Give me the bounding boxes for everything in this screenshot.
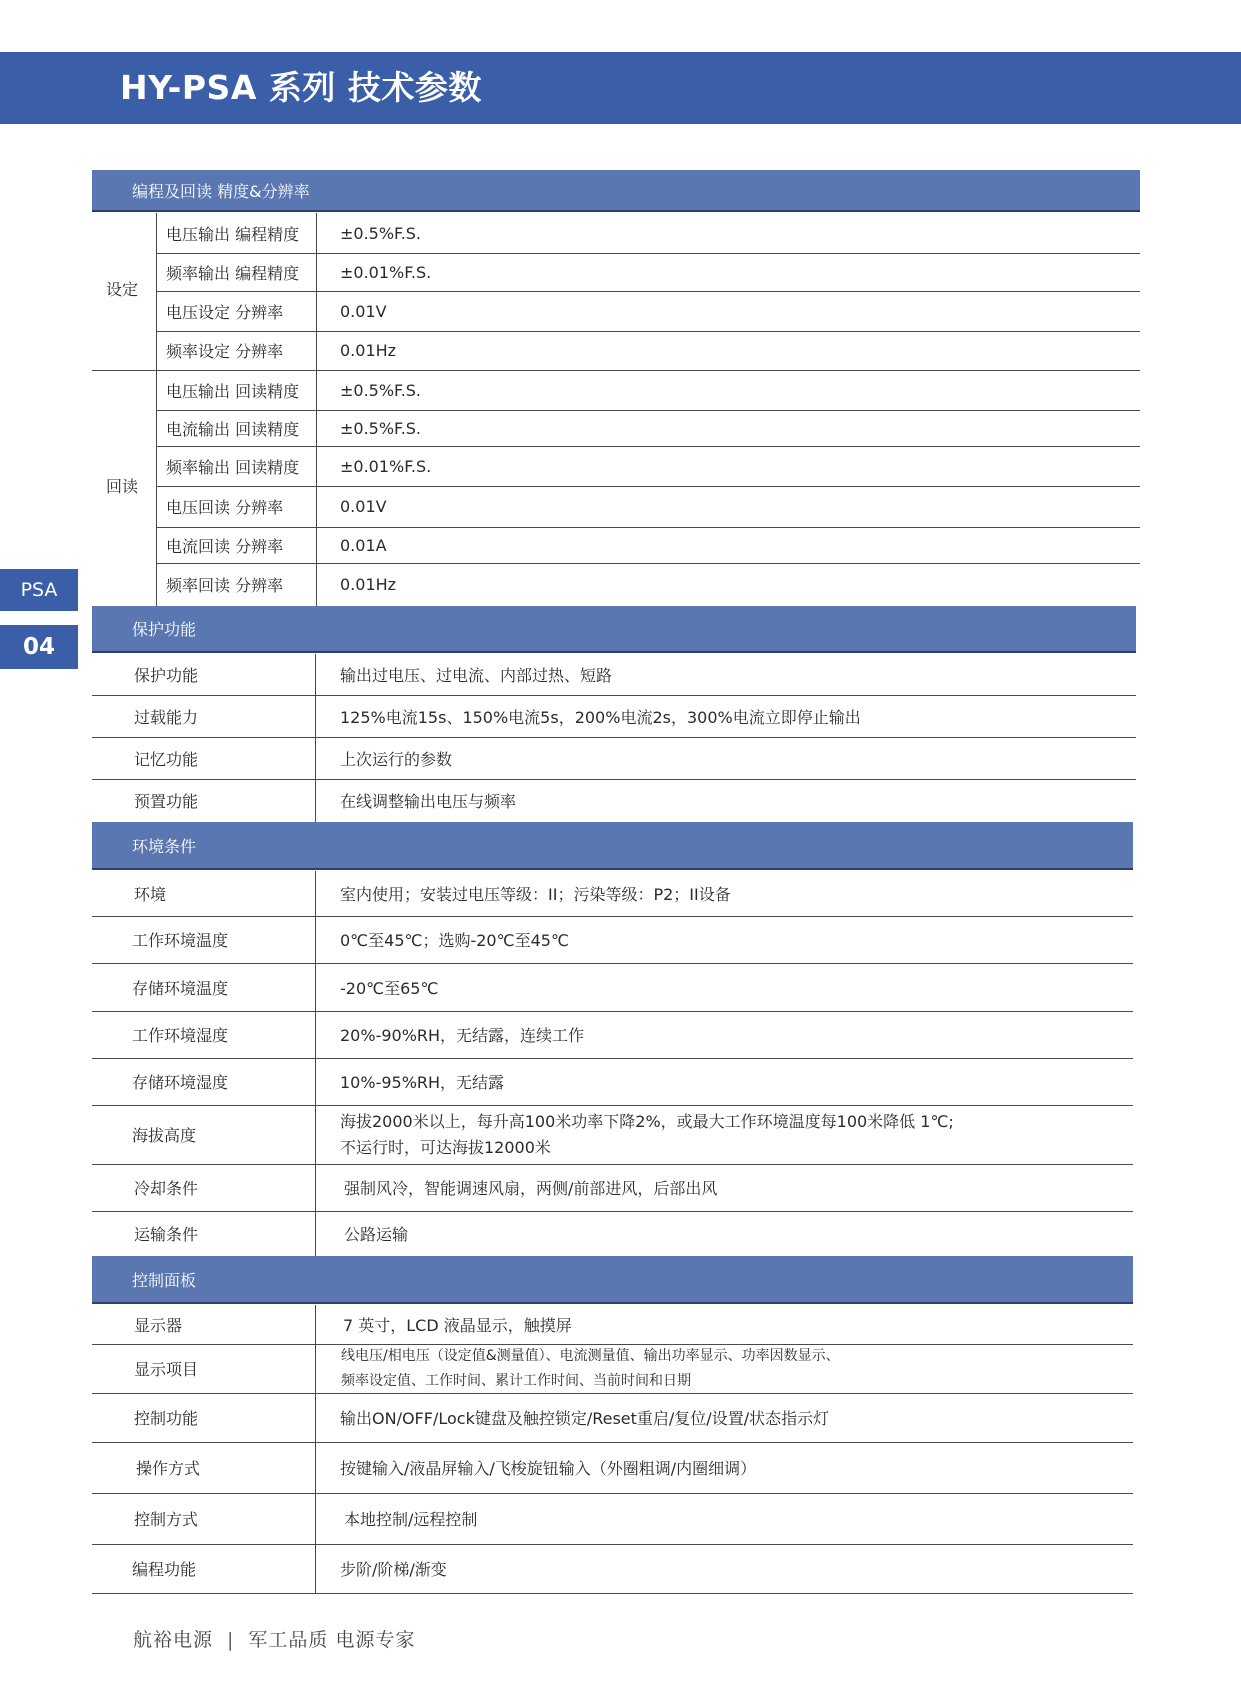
spec-label: 电压设定 分辨率 [166,302,284,322]
spec-label: 电流回读 分辨率 [166,536,284,556]
spec-value: 0.01Hz [340,575,397,594]
spec-label: 频率回读 分辨率 [166,576,284,595]
spec-value-line: 线电压/相电压（设定值&测量值）、电流测量值、输出功率显示、功率因数显示、 [341,1347,840,1364]
spec-value: 本地控制/远程控制 [344,1510,478,1529]
row-divider [92,1493,1133,1494]
row-divider [156,291,1140,292]
row-divider [156,253,1140,254]
spec-label: 存储环境温度 [132,978,229,998]
footer-brand: 航裕电源 [133,1629,214,1651]
spec-label: 频率输出 回读精度 [166,457,300,477]
spec-value: 上次运行的参数 [340,749,453,769]
row-divider [92,737,1136,738]
spec-value: 7 英寸，LCD 液晶显示，触摸屏 [343,1316,572,1335]
spec-value: 0.01V [340,301,387,321]
spec-label: 显示器 [134,1316,183,1335]
spec-label: 工作环境湿度 [132,1026,229,1045]
group-label-readback: 回读 [106,477,139,496]
footer-separator: | [227,1629,235,1651]
spec-label: 存储环境湿度 [132,1073,229,1092]
group-label-setting: 设定 [106,280,139,299]
spec-value: ±0.01%F.S. [340,456,432,476]
spec-label: 冷却条件 [134,1179,199,1198]
row-divider [156,331,1140,332]
spec-value: 0.01V [340,497,387,516]
spec-value-multiline [340,1105,1130,1164]
spec-value-line: 频率设定值、工作时间、累计工作时间、当前时间和日期 [341,1372,691,1389]
spec-value: 公路运输 [344,1225,409,1244]
spec-value: 0.01Hz [340,341,397,360]
spec-label: 过载能力 [134,707,199,727]
spec-value: 输出过电压、过电流、内部过热、短路 [340,666,613,685]
spec-label: 保护功能 [134,666,199,685]
page-header [0,52,1241,124]
page-title: HY-PSA 系列 技术参数 [120,68,482,107]
row-divider [92,1593,1133,1594]
spec-label: 控制方式 [134,1510,199,1529]
spec-label: 记忆功能 [134,749,199,769]
column-divider [315,654,316,822]
row-divider [92,1544,1133,1545]
spec-value: 室内使用；安装过电压等级：II；污染等级：P2；II设备 [340,885,731,904]
spec-value: ±0.01%F.S. [340,262,432,282]
row-divider [156,563,1140,564]
spec-value-line: 不运行时，可达海拔12000米 [340,1137,551,1157]
spec-label: 电压输出 编程精度 [166,224,300,244]
spec-value: 125%电流15s、150%电流5s，200%电流2s，300%电流立即停止输出 [340,707,861,727]
spec-value-multiline [341,1344,1131,1393]
spec-value: 0.01A [340,535,387,555]
column-divider [315,1305,316,1593]
spec-label: 预置功能 [134,792,199,811]
spec-value: 强制风冷，智能调速风扇，两侧/前部进风，后部出风 [344,1179,718,1198]
spec-value-line: 海拔2000米以上，每升高100米功率下降2%，或最大工作环境温度每100米降低 1℃; [340,1111,954,1131]
footer-slogan: 军工品质 电源专家 [248,1629,416,1651]
section-header-programming: 编程及回读 精度&分辨率 [92,170,1140,212]
page-number: 04 [0,625,78,669]
spec-value: 10%-95%RH，无结露 [340,1073,505,1092]
row-divider [156,410,1140,411]
column-divider [315,871,316,1256]
row-divider [92,963,1133,964]
spec-label: 频率设定 分辨率 [166,342,284,361]
spec-value: 按键输入/液晶屏输入/飞梭旋钮输入（外圈粗调/内圈细调） [340,1459,757,1478]
spec-label: 电压输出 回读精度 [166,381,300,401]
page-footer [133,1625,415,1652]
side-tab-psa: PSA [0,569,78,611]
row-divider [92,1011,1133,1012]
spec-label: 运输条件 [134,1225,199,1244]
row-divider [92,1058,1133,1059]
spec-label: 操作方式 [136,1459,201,1478]
spec-label: 控制功能 [134,1409,199,1428]
row-divider [156,486,1140,487]
spec-value: ±0.5%F.S. [340,418,422,438]
spec-label: 电压回读 分辨率 [166,498,284,517]
spec-label: 海拔高度 [132,1126,197,1145]
spec-value: ±0.5%F.S. [340,380,422,400]
spec-value: 输出ON/OFF/Lock键盘及触控锁定/Reset重启/复位/设置/状态指示灯 [340,1409,830,1428]
spec-label: 环境 [134,885,167,904]
row-divider [92,916,1133,917]
spec-value: 步阶/阶梯/渐变 [340,1560,447,1579]
section-header-environment: 环境条件 [92,822,1133,870]
spec-value: 20%-90%RH，无结露，连续工作 [340,1026,585,1045]
spec-value: 0℃至45℃；选购-20℃至45℃ [340,931,569,950]
spec-value: -20℃至65℃ [340,978,439,998]
spec-label: 工作环境温度 [132,931,229,950]
spec-value: 在线调整输出电压与频率 [340,792,517,811]
row-divider [92,779,1136,780]
spec-value: ±0.5%F.S. [340,223,422,243]
spec-label: 显示项目 [134,1360,199,1379]
row-divider [156,527,1140,528]
spec-label: 频率输出 编程精度 [166,263,300,283]
section-header-protection: 保护功能 [92,606,1136,653]
spec-label: 编程功能 [132,1560,197,1579]
spec-label: 电流输出 回读精度 [166,419,300,439]
row-divider [92,1211,1133,1212]
section-header-control: 控制面板 [92,1256,1133,1304]
row-divider [156,446,1140,447]
